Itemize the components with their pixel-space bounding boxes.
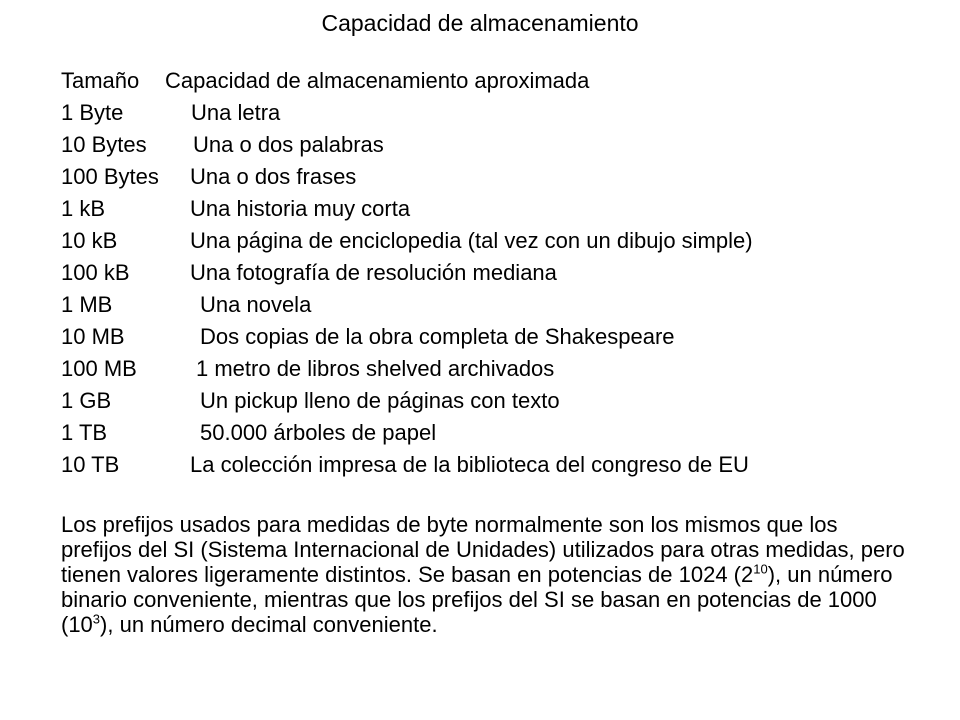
row-capacity: Una letra: [191, 100, 281, 125]
exponent-3: 3: [92, 611, 101, 627]
row-size: 1 MB: [61, 292, 113, 317]
table-row: [61, 353, 941, 385]
row-size: 1 GB: [61, 388, 112, 413]
row-size: 10 kB: [61, 228, 118, 253]
explanation-paragraph: [61, 512, 911, 637]
table-row: [61, 97, 941, 129]
paragraph-text-1: Los prefijos usados para medidas de byte normalmente son los mismos que los prefijos del SI (Sistema Internacional de Unidades) utilizados para otras medidas, pero tienen valores ligeramente distintos. Se basan en potencias de 1024 (2: [61, 512, 905, 587]
row-size: 1 TB: [61, 420, 108, 445]
row-capacity: La colección impresa de la biblioteca del congreso de EU: [190, 452, 749, 477]
header-capacity: Capacidad de almacenamiento aproximada: [165, 68, 590, 93]
row-capacity: Dos copias de la obra completa de Shakespeare: [200, 324, 675, 349]
row-capacity: Una historia muy corta: [190, 196, 411, 221]
row-size: 100 MB: [61, 356, 137, 381]
row-size: 100 Bytes: [61, 164, 159, 189]
table-row: [61, 225, 941, 257]
table-row: [61, 449, 941, 481]
header-size: Tamaño: [61, 68, 140, 93]
row-capacity: Una página de enciclopedia (tal vez con un dibujo simple): [190, 228, 753, 253]
table-row: [61, 161, 941, 193]
row-capacity: Una novela: [200, 292, 312, 317]
page-title: Capacidad de almacenamiento: [321, 10, 639, 36]
table-row: [61, 257, 941, 289]
table-row: [61, 289, 941, 321]
table-row: [61, 193, 941, 225]
row-size: 10 MB: [61, 324, 125, 349]
table-row: [61, 321, 941, 353]
paragraph-text-2: ), un número binario conveniente, mientras que los prefijos del SI se basan en potencias de 1000 (10: [61, 562, 893, 637]
storage-table: [61, 65, 941, 481]
row-capacity: 50.000 árboles de papel: [200, 420, 437, 445]
row-capacity: Una o dos palabras: [193, 132, 384, 157]
row-capacity: 1 metro de libros shelved archivados: [196, 356, 555, 381]
row-capacity: Una fotografía de resolución mediana: [190, 260, 557, 285]
table-header-row: [61, 65, 941, 97]
row-size: 100 kB: [61, 260, 130, 285]
row-size: 10 Bytes: [61, 132, 147, 157]
table-row: [61, 385, 941, 417]
row-size: 10 TB: [61, 452, 120, 477]
row-size: 1 kB: [61, 196, 106, 221]
row-capacity: Una o dos frases: [190, 164, 357, 189]
row-size: 1 Byte: [61, 100, 124, 125]
exponent-10: 10: [753, 561, 768, 577]
paragraph-text-3: ), un número decimal conveniente.: [100, 612, 438, 637]
table-row: [61, 417, 941, 449]
table-row: [61, 129, 941, 161]
row-capacity: Un pickup lleno de páginas con texto: [200, 388, 560, 413]
